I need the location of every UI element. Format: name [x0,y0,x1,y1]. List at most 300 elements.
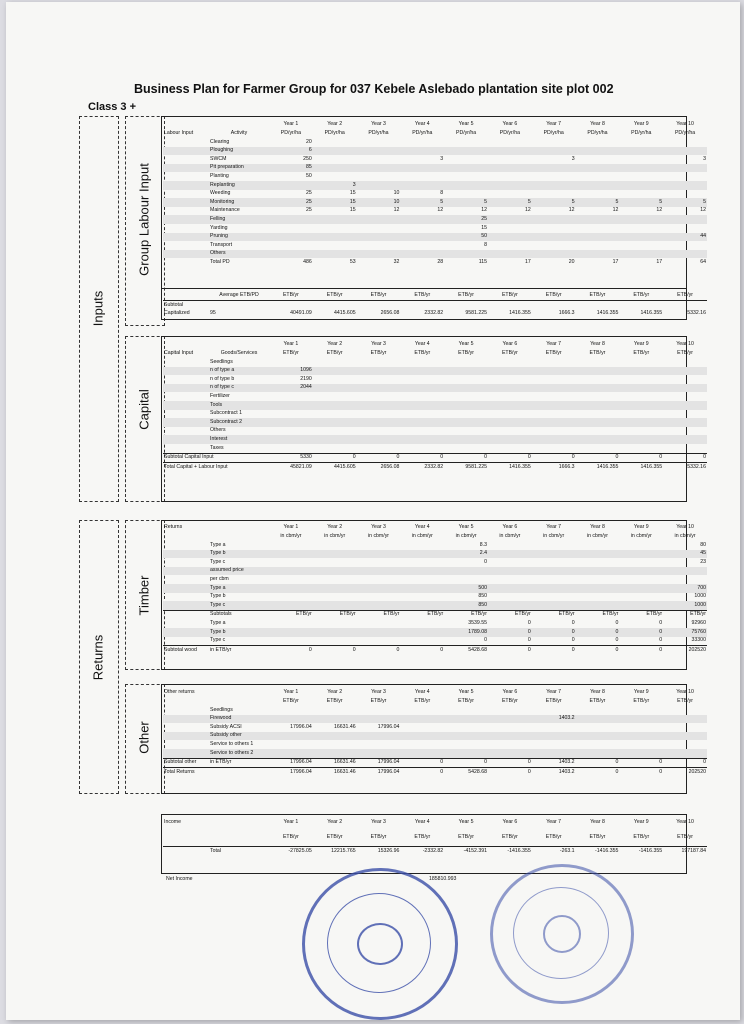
table-row [163,349,707,358]
table-cell [576,740,620,749]
table-cell [488,723,532,732]
table-cell [163,610,209,619]
table-cell [488,401,532,410]
table-cell [400,715,444,724]
table-cell [357,250,401,259]
table-cell [313,401,357,410]
table-cell [269,410,313,419]
table-cell: Year 2 [327,688,343,695]
table-cell [357,172,401,181]
table-cell [576,301,620,310]
table-cell [532,375,576,384]
table-cell [488,558,532,567]
table-cell [444,418,488,427]
table-cell: 0 [532,646,576,655]
table-cell [163,593,209,602]
table-cell [400,723,444,732]
table-cell [488,418,532,427]
table-cell [663,418,707,427]
table-cell: ETB/yr [545,697,562,704]
table-cell: -2332.82 [400,847,444,856]
table-cell [488,715,532,724]
table-cell: -263.1 [532,847,576,856]
table-cell: 17996.04 [357,768,401,777]
table-cell: 0 [576,628,620,637]
table-row [163,740,707,749]
table-cell [313,567,357,576]
table-row [163,410,707,419]
table-cell: Firewood [209,715,269,724]
table-cell: 0 [659,620,663,627]
table-row [163,367,707,376]
table-cell: 28 [437,259,444,265]
table-cell [619,410,663,419]
table-cell [619,706,663,715]
table-cell: ETB/yr [589,833,606,840]
table-cell [532,181,576,190]
table-cell [488,740,532,749]
table-cell [357,401,401,410]
table-cell [269,715,313,724]
table-cell [209,768,269,777]
table-cell: 0 [400,768,444,777]
table-cell [532,575,576,584]
table-cell [663,367,707,376]
table-cell [663,435,707,444]
table-cell [313,444,357,453]
table-row [163,147,707,156]
table-cell: 1403.2 [532,768,576,777]
table-cell [444,181,488,190]
table-cell [663,138,707,147]
table-cell: ETB/yr [677,697,693,704]
table-cell [444,384,488,393]
table-cell [209,453,269,463]
table-row [163,575,707,584]
table-cell [619,164,663,173]
table-cell [313,155,357,164]
table-cell [313,138,357,147]
table-cell: Type b [210,593,226,600]
table-cell [663,384,707,393]
table-cell: 3 [571,155,575,162]
table-cell: 0 [444,758,488,768]
table-cell [619,181,663,190]
table-cell [400,301,444,310]
table-cell [357,418,401,427]
table-cell [313,392,357,401]
table-cell: Year 9 [633,523,649,530]
table-cell [269,224,313,233]
table-cell: ETB/yr [357,610,401,619]
table-cell: -1416.355 [619,847,663,856]
table-cell [269,584,313,593]
table-cell [488,172,532,181]
table-cell: Year 9 [633,688,649,695]
table-cell [313,241,357,250]
table-cell: Replanting [209,181,269,190]
table-cell: 0 [313,453,357,463]
table-cell: Seedlings [210,358,233,365]
table-cell: 75760 [663,628,707,637]
table-cell [488,410,532,419]
table-cell [576,410,620,419]
table-cell [313,715,357,724]
table-cell [313,427,357,436]
table-cell [313,435,357,444]
table-cell: Type a [210,620,226,627]
table-cell: 0 [576,768,620,777]
table-cell [576,190,620,199]
table-cell: 0 [576,758,620,768]
table-row [163,619,707,628]
table-cell [488,732,532,741]
labour-input-table [163,120,707,267]
table-cell [444,301,488,310]
table-cell: 17 [525,259,531,265]
table-cell [576,375,620,384]
table-cell: 1416.355 [509,310,531,317]
table-cell: Yarding [210,224,228,231]
table-cell: ETB/yr [589,291,606,298]
table-cell [576,558,620,567]
table-cell: Year 2 [327,818,343,825]
table-cell [163,198,209,207]
table-cell [313,550,357,559]
table-cell [269,637,313,646]
table-cell: ETB/yr [501,291,518,298]
table-cell: Total PD [210,259,230,265]
table-cell: PD/yr/ha [543,129,564,136]
table-cell [269,401,313,410]
table-cell: 0 [571,620,575,627]
table-cell [357,147,401,156]
table-cell [488,138,532,147]
other-label: Other [136,721,152,754]
table-cell: in cbm/yr [674,532,696,539]
table-cell: 95 [210,310,216,317]
table-cell: Subtotal other [163,758,209,768]
table-cell [532,384,576,393]
table-row [163,155,707,164]
table-row [163,310,707,319]
table-cell: PD/yr/ha [412,129,433,136]
table-cell: 0 [619,453,663,463]
table-cell: per cbm [210,576,229,583]
table-cell: Year 10 [676,688,694,695]
table-cell: Year 6 [502,523,518,530]
table-cell: 5332.16 [663,463,707,472]
table-cell: 0 [619,768,663,777]
table-cell: ETB/yr [545,291,562,298]
table-cell: 5 [532,198,576,207]
table-cell [163,628,209,637]
table-cell: Service to others 1 [210,741,254,748]
table-cell [313,224,357,233]
table-cell: 12 [437,207,444,214]
table-cell [576,401,620,410]
table-cell: 3539.55 [468,620,487,627]
table-cell: ETB/yr [633,697,650,704]
table-row [163,463,707,472]
table-cell: Others [209,250,269,259]
table-cell [488,164,532,173]
table-cell [400,749,444,758]
table-cell: ETB/yr [370,349,387,356]
table-row [163,427,707,436]
table-cell: 0 [484,558,487,565]
table-cell [357,358,401,367]
table-cell: Year 5 [458,340,474,347]
table-cell: ETB/yr [501,833,518,840]
table-cell: 12 [393,207,400,214]
table-cell [357,558,401,567]
table-cell [357,155,401,164]
table-cell: Year 2 [327,340,343,347]
table-cell [209,833,269,842]
table-row [163,190,707,199]
table-cell [357,224,401,233]
table-cell [488,749,532,758]
table-cell [488,601,532,610]
table-cell [163,410,209,419]
table-cell [619,215,663,224]
table-cell [163,697,209,706]
table-cell [488,384,532,393]
table-cell: 1000 [694,593,706,600]
table-cell [532,550,576,559]
table-cell [663,392,707,401]
table-row [163,584,707,593]
table-cell [663,749,707,758]
table-cell [400,550,444,559]
table-cell: 20 [568,259,575,265]
table-cell: -27825.05 [269,847,313,856]
table-cell: ETB/yr [663,610,707,619]
table-cell: 9581.225 [444,463,488,472]
table-cell [532,358,576,367]
table-cell [576,215,620,224]
table-cell [532,418,576,427]
table-row [163,749,707,758]
table-cell [400,575,444,584]
table-row [163,723,707,732]
table-cell: 8 [484,241,487,248]
table-cell [163,138,209,147]
table-cell [619,575,663,584]
table-cell [163,164,209,173]
table-cell: Year 1 [283,523,299,530]
table-cell: Goods/Services [220,349,258,356]
table-cell: 0 [527,620,531,627]
table-cell [313,619,357,628]
table-cell: PD/yr/ha [368,129,389,136]
table-cell: Year 3 [371,523,386,530]
table-cell: 5 [400,198,444,207]
table-row [163,646,707,655]
table-cell [532,706,576,715]
table-cell: 44 [663,233,707,242]
table-cell [313,593,357,602]
table-cell [532,241,576,250]
table-cell [619,427,663,436]
table-cell [532,749,576,758]
table-row [163,688,707,697]
table-cell: 17 [656,259,663,265]
table-cell [619,584,663,593]
table-cell: ETB/yr [414,833,431,840]
table-cell [163,233,209,242]
table-cell: Year 4 [414,688,430,695]
table-cell [619,392,663,401]
table-cell: 17996.04 [290,723,312,730]
table-cell [269,301,313,310]
table-cell [313,250,357,259]
table-row [163,250,707,259]
table-cell [663,147,707,156]
year-header-cell: Year 2 [327,120,343,127]
table-row [163,523,707,532]
table-cell: Year 1 [283,340,299,347]
table-cell [269,732,313,741]
table-cell: ETB/yr [444,610,488,619]
table-cell [576,384,620,393]
table-cell [400,164,444,173]
table-cell [532,190,576,199]
table-cell [163,558,209,567]
table-cell: Year 9 [633,340,649,347]
table-cell: Year 1 [283,818,299,825]
table-cell [663,358,707,367]
year-header-cell: Year 1 [283,120,299,127]
table-row [163,593,707,602]
table-cell [313,367,357,376]
table-cell [488,584,532,593]
table-cell: Year 3 [371,688,386,695]
table-cell [444,715,488,724]
table-cell [576,241,620,250]
table-cell: Type c [209,601,269,610]
table-cell [444,749,488,758]
table-row [163,453,707,463]
table-cell: Monitoring [209,198,269,207]
table-cell [488,301,532,310]
table-cell: Year 7 [546,688,562,695]
table-cell [663,172,707,181]
table-cell [488,358,532,367]
table-cell [163,215,209,224]
table-cell: 0 [488,646,532,655]
table-cell [532,401,576,410]
table-cell: PD/yr/ha [324,129,345,136]
table-cell [357,637,401,646]
table-cell [209,532,269,541]
table-row [163,715,707,724]
table-cell [163,155,209,164]
table-cell: 15 [313,198,357,207]
table-cell [209,688,269,697]
table-cell [444,567,488,576]
capital-label: Capital [136,389,152,430]
table-cell [163,241,209,250]
table-cell [488,550,532,559]
table-cell [576,358,620,367]
table-cell [163,532,209,541]
table-cell: 8.3 [479,541,487,548]
table-cell [357,619,401,628]
table-cell [400,706,444,715]
table-cell: Year 8 [590,818,605,825]
table-cell [357,732,401,741]
table-cell [163,833,209,842]
table-cell [269,567,313,576]
table-cell [400,541,444,550]
table-cell [163,207,209,216]
table-cell [313,706,357,715]
table-cell: 5 [488,198,532,207]
table-cell [163,291,209,301]
table-cell [163,749,209,758]
table-cell [313,358,357,367]
table-cell [619,301,663,310]
table-cell: ETB/yr [501,349,518,356]
table-cell [357,367,401,376]
table-cell: ETB/yr [282,291,299,298]
table-cell: 16631.46 [313,768,357,777]
table-cell [532,558,576,567]
table-cell: ETB/yr [589,697,606,704]
table-cell [619,444,663,453]
table-cell: Others [210,427,226,434]
table-cell: Seedlings [210,706,233,713]
table-cell: 12215.765 [313,847,357,856]
table-cell: Total Capital + Labour Input [164,463,228,470]
table-cell: 1666.3 [532,463,576,472]
table-cell: 0 [488,758,532,768]
table-cell [619,723,663,732]
table-cell: Income [164,818,182,825]
table-cell: Ploughing [209,147,269,156]
table-cell [313,164,357,173]
table-cell: ETB/yr [501,697,518,704]
table-cell: ETB/yr [677,349,693,356]
table-row [163,198,707,207]
table-cell: ETB/yr [576,610,620,619]
table-cell [400,138,444,147]
group-labour-label: Group Labour Input [136,163,152,276]
table-cell [488,181,532,190]
table-cell [444,723,488,732]
table-cell [444,367,488,376]
table-cell [400,147,444,156]
table-cell [444,164,488,173]
table-cell: 1416.355 [619,463,663,472]
table-cell: 250 [303,155,312,162]
table-cell [576,732,620,741]
table-cell [269,215,313,224]
table-cell [400,427,444,436]
table-cell [619,138,663,147]
table-cell [576,147,620,156]
table-cell: -1416.355 [488,847,532,856]
table-row [163,181,707,190]
table-cell [488,241,532,250]
table-cell [313,558,357,567]
table-cell: 15326.96 [357,847,401,856]
table-cell: ETB/yr [458,833,475,840]
table-cell [400,435,444,444]
table-cell [576,541,620,550]
